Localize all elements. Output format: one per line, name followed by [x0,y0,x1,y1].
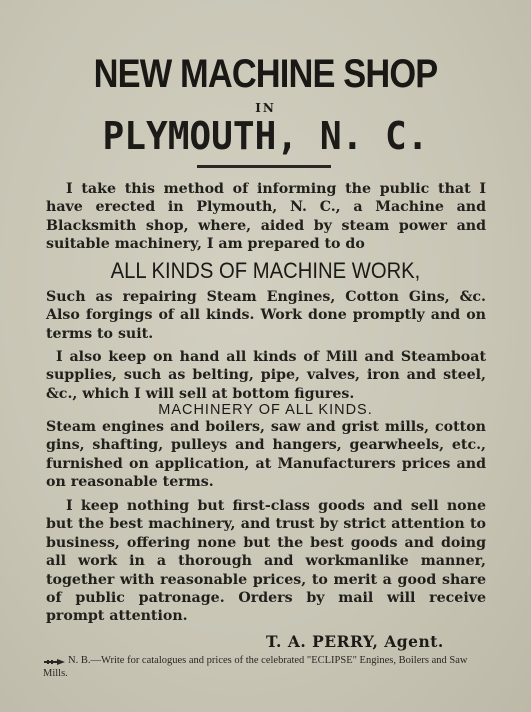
in-word: IN [255,101,276,115]
paragraph-engines: Steam engines and boilers, saw and grist mills, cotton gins, shafting, pulleys and hangers, gearwheels, etc., furnished on application, at Manufacturers prices and on reasonable terms. [46,419,486,491]
title-rule [197,165,331,168]
heading-machine-work: ALL KINDS OF MACHINE WORK, [110,258,421,283]
paragraph-supplies: I also keep on hand all kinds of Mill and Steamboat supplies, such as belting, pipe, valves, iron and steel, &c., which I will sell at bottom figures. [46,349,486,402]
paragraph-intro: I take this method of informing the public that I have erected in Plymouth, N. C., a Machine and Blacksmith shop, where, aided by steam power and suitable machinery, I am prepared to do [46,181,486,253]
pointing-hand-icon [43,657,67,665]
paragraph-repairs: Such as repairing Steam Engines, Cotton Gins, &c. Also forgings of all kinds. Work done promptly and on terms to suit. [46,289,486,342]
page-title: NEW MACHINE SHOP [93,52,438,96]
agent-signature: T. A. PERRY, Agent. [266,632,444,651]
paragraph-goods: I keep nothing but first-class goods and sell none but the best machinery, and trust by strict attention to business, offering none but the best goods and doing all work in a thorough and workmanlike manner, together with reasonable prices, to merit a good share of public patronage. Orders by mail will receive prompt attention. [46,498,486,625]
heading-machinery: MACHINERY OF ALL KINDS. [158,402,373,418]
footnote-text: N. B.—Write for catalogues and prices of the celebrated "ECLIPSE" Engines, Boilers and Saw Mills. [43,655,468,679]
place-title: PLYMOUTH, N. C. [102,114,429,158]
footnote [43,654,483,680]
